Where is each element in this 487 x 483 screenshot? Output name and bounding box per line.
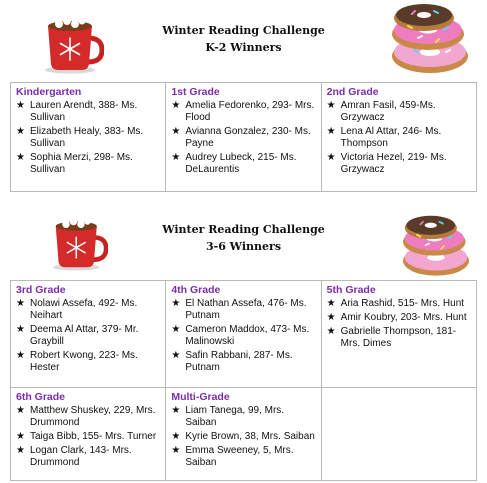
grade-heading: Kindergarten <box>16 86 82 98</box>
empty-cell <box>321 387 476 480</box>
g36-winners-table <box>10 280 477 481</box>
star-icon: ★ <box>326 100 336 111</box>
winner-entry: ★ Safin Rabbani, 287- Ms. Putnam <box>171 350 293 373</box>
g36-title-line2: 3-6 Winners <box>205 240 282 253</box>
winner-entry: ★ Liam Tanega, 99, Mrs. Saiban <box>171 404 285 428</box>
star-icon: ★ <box>16 324 25 335</box>
grade-heading: 4th Grade <box>171 284 221 296</box>
winner-entry: ★ Lena Al Attar, 246- Ms. Thompson <box>326 126 442 149</box>
star-icon: ★ <box>16 152 25 163</box>
grade-heading: 6th Grade <box>16 390 66 403</box>
k2-title-line1: Winter Reading Challenge <box>162 24 325 37</box>
winner-entry: ★ Gabrielle Thompson, 181- Mrs. Dimes <box>326 326 457 349</box>
winner-entry: ★ Lauren Arendt, 388- Ms. Sullivan <box>16 100 138 123</box>
donut-stack-icon <box>394 214 478 280</box>
winner-entry: ★ Audrey Lubeck, 215- Ms. DeLaurentis <box>171 152 297 175</box>
grade-heading: 2nd Grade <box>326 86 379 98</box>
star-icon: ★ <box>326 298 336 309</box>
k2-title-line2: K-2 Winners <box>205 41 282 54</box>
g36-title-line1: Winter Reading Challenge <box>162 223 325 236</box>
star-icon: ★ <box>16 430 25 442</box>
winner-entry: ★ Taiga Bibb, 155- Mrs. Turner <box>16 430 157 442</box>
star-icon: ★ <box>16 444 25 456</box>
grade-cell-kindergarten <box>11 83 166 192</box>
grade-heading: Multi-Grade <box>171 390 230 403</box>
star-icon: ★ <box>171 152 181 163</box>
star-icon: ★ <box>326 152 336 163</box>
winner-entry: ★ Deema Al Attar, 379- Mr. Graybill <box>16 324 139 347</box>
winner-entry: ★ Amir Koubry, 203- Mrs. Hunt <box>326 312 467 323</box>
winner-entry: ★ Matthew Shuskey, 229, Mrs. Drummond <box>16 404 156 428</box>
winner-entry: ★ Kyrie Brown, 38, Mrs. Saiban <box>171 430 315 442</box>
winner-entry: ★ Victoria Hezel, 219- Ms. Grzywacz <box>326 152 447 175</box>
star-icon: ★ <box>16 350 25 361</box>
grade-cell-3rd <box>11 281 166 388</box>
winner-entry: ★ Aria Rashid, 515- Mrs. Hunt <box>326 298 465 309</box>
star-icon: ★ <box>171 100 181 111</box>
winner-entry: ★ Logan Clark, 143- Mrs. Drummond <box>16 444 132 468</box>
winner-entry: ★ Emma Sweeney, 5, Mrs. Saiban <box>171 444 294 468</box>
star-icon: ★ <box>326 312 336 323</box>
k2-section <box>0 0 487 195</box>
grade-cell-5th <box>321 281 476 388</box>
winner-entry: ★ Elizabeth Healy, 383- Ms. Sullivan <box>16 126 144 149</box>
donut-stack-icon <box>384 2 476 78</box>
star-icon: ★ <box>16 100 25 111</box>
grade-heading: 5th Grade <box>326 284 376 296</box>
hot-cocoa-mug-icon <box>52 212 108 272</box>
grade-cell-4th <box>166 281 321 388</box>
g36-section <box>0 210 487 483</box>
star-icon: ★ <box>16 126 25 137</box>
star-icon: ★ <box>171 324 181 335</box>
grade-cell-2nd <box>321 83 476 192</box>
winner-entry: ★ Amran Fasil, 459-Ms. Grzywacz <box>326 100 436 123</box>
star-icon: ★ <box>326 126 336 137</box>
grade-cell-1st <box>166 83 321 192</box>
star-icon: ★ <box>171 404 181 416</box>
star-icon: ★ <box>326 326 336 337</box>
hot-cocoa-mug-icon <box>44 12 104 74</box>
star-icon: ★ <box>171 430 181 442</box>
star-icon: ★ <box>171 350 181 361</box>
star-icon: ★ <box>16 298 25 309</box>
winner-entry: ★ Sophia Merzi, 298- Ms. Sullivan <box>16 152 133 175</box>
winner-entry: ★ El Nathan Assefa, 476- Ms. Putnam <box>171 298 307 321</box>
winner-entry: ★ Avianna Gonzalez, 230- Ms. Payne <box>171 126 311 149</box>
winner-entry: ★ Nolawi Assefa, 492- Ms. Neihart <box>16 298 138 321</box>
grade-heading: 1st Grade <box>171 86 220 98</box>
grade-heading: 3rd Grade <box>16 284 66 296</box>
star-icon: ★ <box>16 404 25 416</box>
grade-cell-6th <box>11 387 166 480</box>
star-icon: ★ <box>171 126 181 137</box>
winner-entry: ★ Robert Kwong, 223- Ms. Hester <box>16 350 138 373</box>
star-icon: ★ <box>171 298 181 309</box>
winner-entry: ★ Cameron Maddox, 473- Ms. Malinowski <box>171 324 310 347</box>
star-icon: ★ <box>171 444 181 456</box>
winner-entry: ★ Amelia Fedorenko, 293- Mrs. Flood <box>171 100 315 123</box>
grade-cell-multi <box>166 387 321 480</box>
k2-winners-table <box>10 82 477 192</box>
